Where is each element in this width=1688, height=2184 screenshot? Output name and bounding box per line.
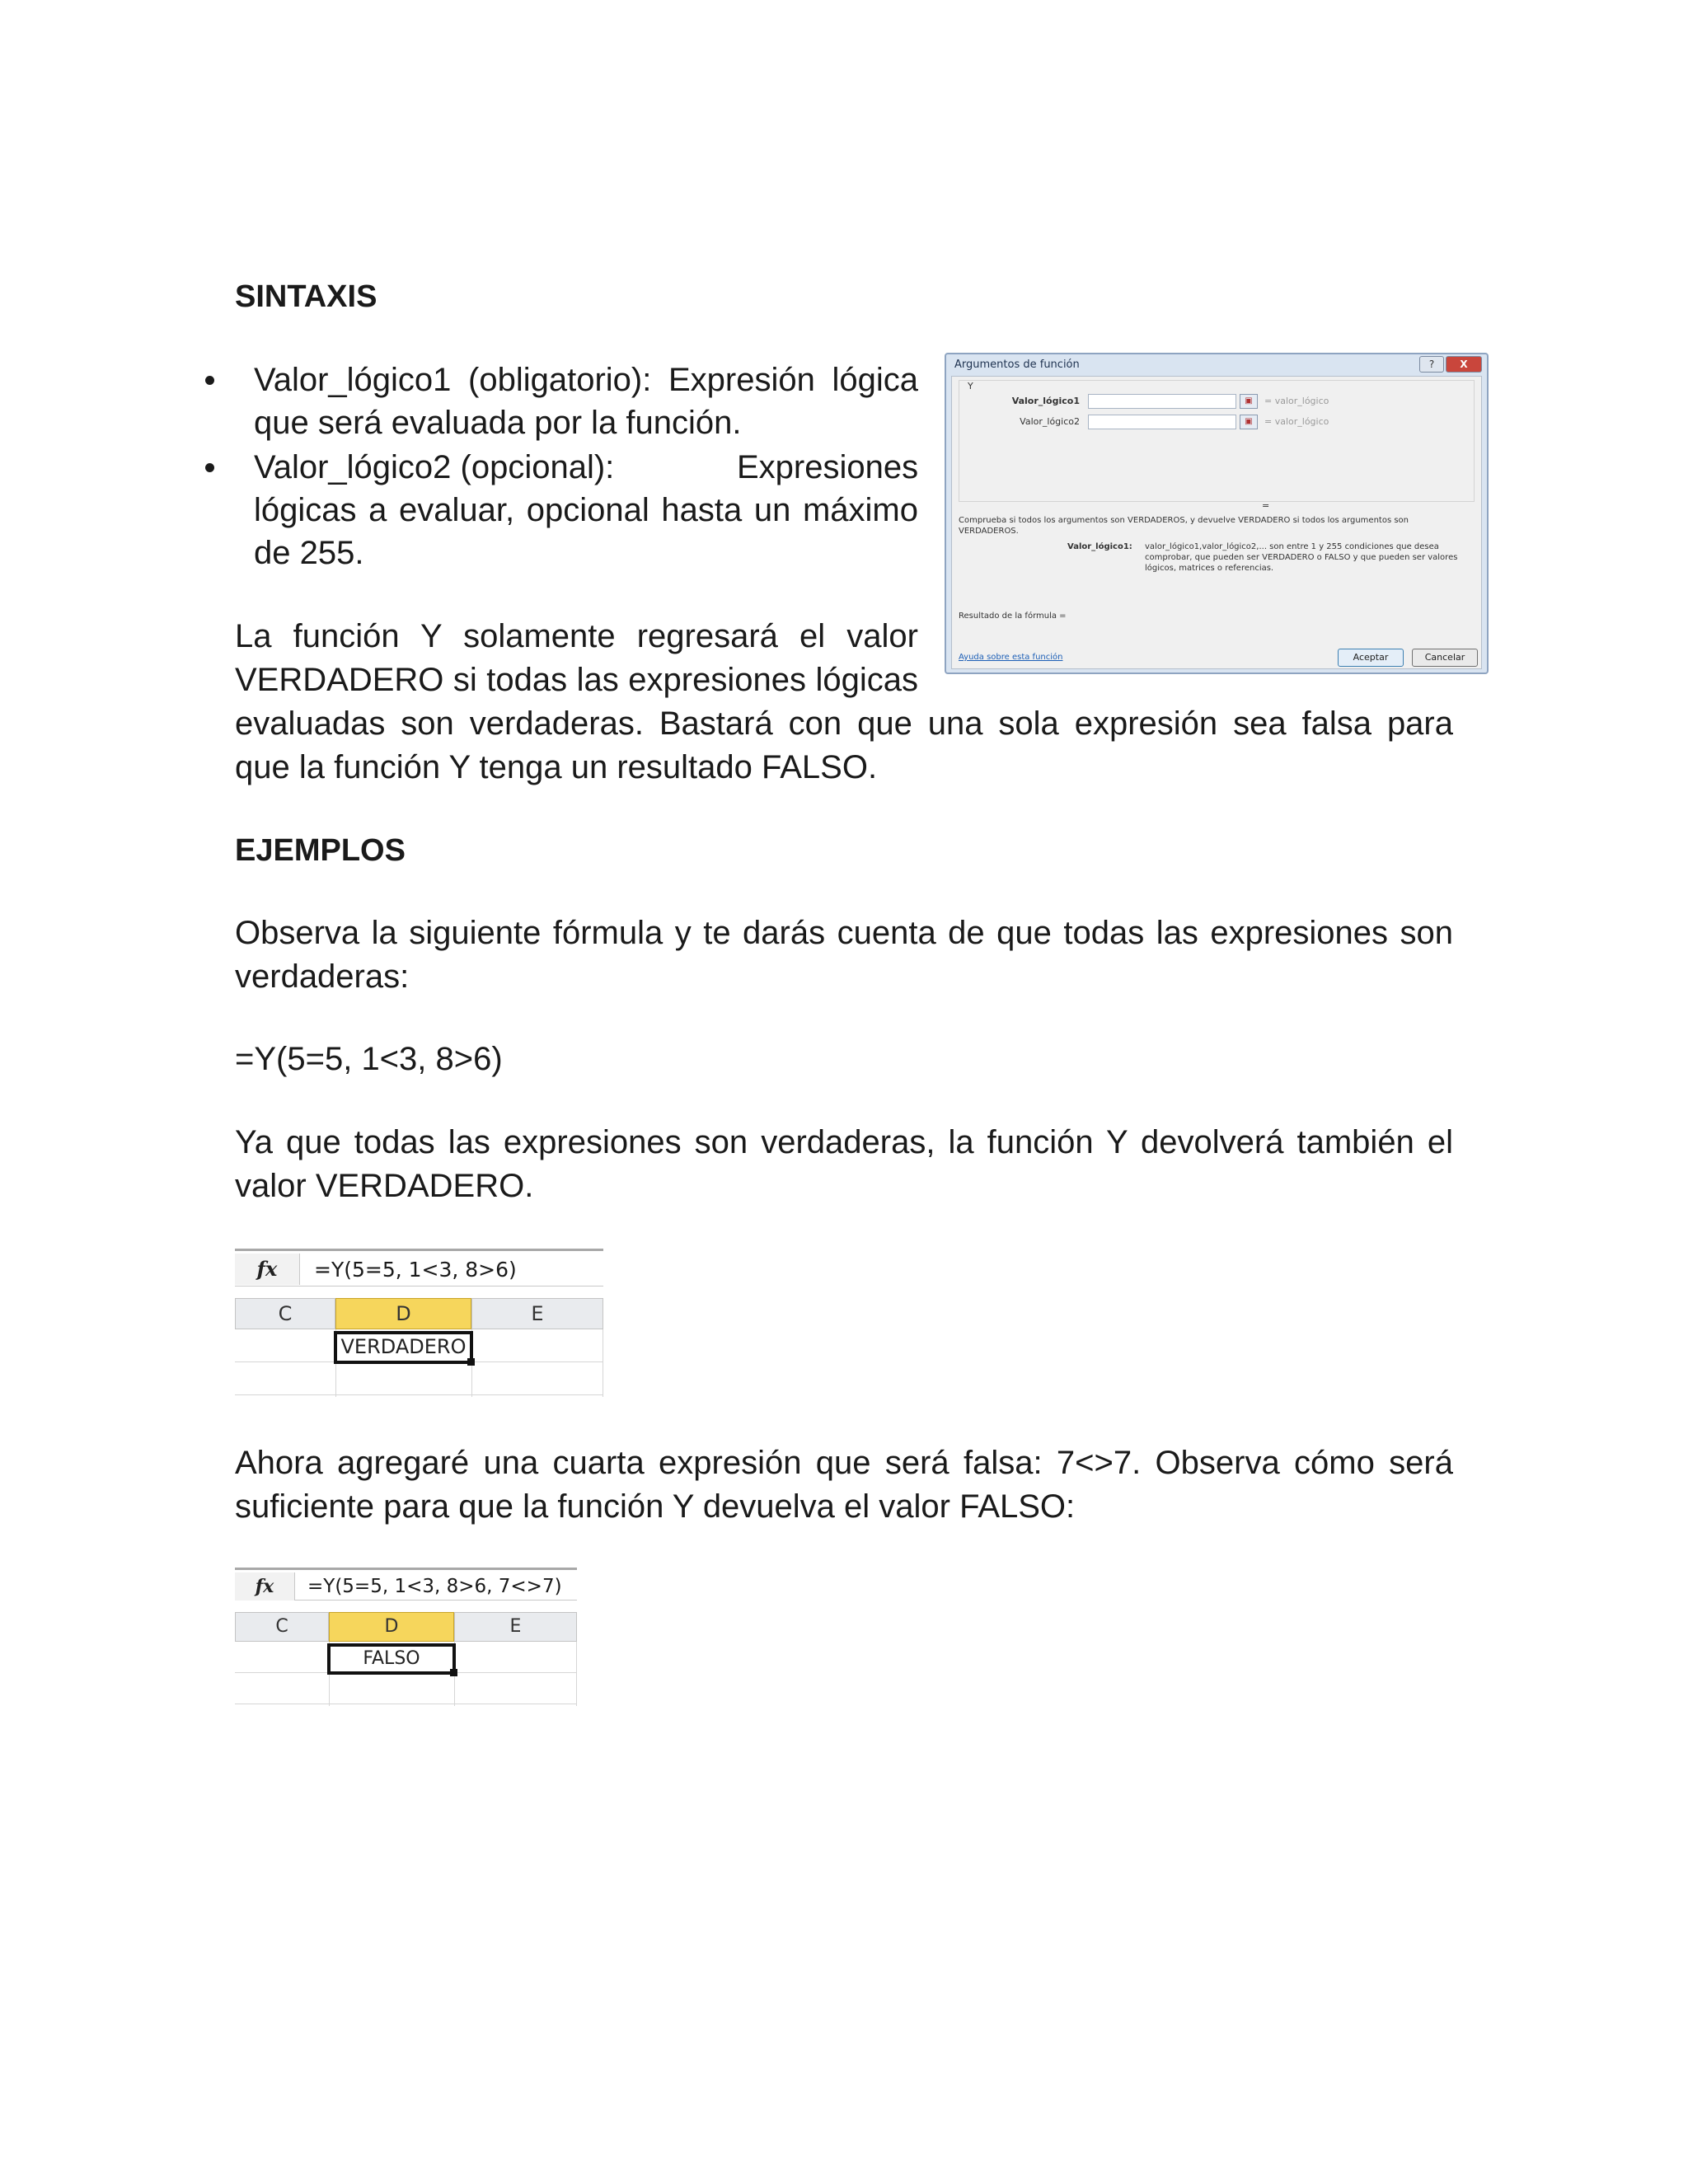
collapse-icon[interactable]: ▣ (1240, 394, 1258, 409)
fx-icon: fx (235, 1572, 295, 1601)
bullet1-line2: que será evaluada por la función. (254, 405, 742, 441)
function-description: Comprueba si todos los argumentos son VERDADEROS, y devuelve VERDADERO si todos los argumentos son VERDADEROS. (959, 516, 1409, 536)
arg2-label: Valor_lógico2 (1020, 416, 1080, 427)
ejemplos-p1-line2: verdaderas: (235, 958, 410, 995)
help-link[interactable]: Ayuda sobre esta función (959, 653, 1063, 662)
para-line1: La función Y solamente regresará el valor (235, 618, 918, 654)
arg2-input[interactable] (1088, 415, 1236, 429)
grid-row (235, 1362, 603, 1395)
dialog-title: Argumentos de función (954, 359, 1080, 371)
column-header-c[interactable]: C (235, 1298, 335, 1329)
para-line4: que la función Y tenga un resultado FALSO. (235, 749, 878, 785)
arg2-hint: = valor_lógico (1264, 416, 1329, 427)
formula-text[interactable]: =Y(5=5, 1<3, 8>6, 7<>7) (307, 1576, 562, 1597)
fill-handle[interactable] (450, 1669, 457, 1676)
bullet-dot (205, 376, 214, 385)
help-button[interactable]: ? (1419, 356, 1444, 373)
column-header-d[interactable]: D (335, 1298, 471, 1329)
ejemplos-p2-line1: Ya que todas las expresiones son verdaderas, la función Y devolverá también el (235, 1124, 1453, 1160)
dialog-body (951, 376, 1482, 669)
arg-description-label: Valor_lógico1: (1067, 542, 1132, 551)
arg1-label: Valor_lógico1 (1011, 396, 1080, 406)
cancel-button[interactable]: Cancelar (1412, 649, 1478, 667)
result-label: Resultado de la fórmula = (959, 612, 1067, 621)
ejemplos-p3-line2: suficiente para que la función Y devuelva el valor FALSO: (235, 1488, 1076, 1525)
spreadsheet-example-2 (235, 1568, 577, 1708)
grid-line (576, 1642, 577, 1706)
function-name: Y (968, 381, 973, 391)
sintaxis-heading: SINTAXIS (235, 279, 377, 314)
column-header-e[interactable]: E (454, 1612, 577, 1642)
grid-row (235, 1673, 577, 1704)
ejemplos-formula: =Y(5=5, 1<3, 8>6) (235, 1041, 503, 1077)
active-cell-d[interactable]: FALSO (327, 1643, 456, 1675)
fx-icon: fx (235, 1254, 300, 1285)
formula-text[interactable]: =Y(5=5, 1<3, 8>6) (314, 1258, 517, 1282)
collapse-icon[interactable]: ▣ (1240, 415, 1258, 429)
bullet2-line3: de 255. (254, 535, 364, 571)
arg1-hint: = valor_lógico (1264, 396, 1329, 406)
close-button[interactable]: X (1446, 356, 1482, 373)
para-line2: VERDADERO si todas las expresiones lógicas (235, 662, 918, 698)
fill-handle[interactable] (467, 1358, 475, 1366)
bullet2-line1-left: Valor_lógico2 (opcional): (254, 449, 615, 485)
bullet1-line1: Valor_lógico1 (obligatorio): Expresión lógica (254, 362, 918, 398)
bullet2-line1-right: Expresiones (737, 449, 919, 485)
ejemplos-p2-line2: valor VERDADERO. (235, 1168, 534, 1204)
result-equals: = (1262, 500, 1270, 511)
column-header-c[interactable]: C (235, 1612, 329, 1642)
bullet-dot (205, 463, 214, 472)
accept-button[interactable]: Aceptar (1338, 649, 1404, 667)
ejemplos-p1-line1: Observa la siguiente fórmula y te darás cuenta de que todas las expresiones son (235, 915, 1453, 951)
function-arguments-dialog (945, 353, 1489, 674)
column-header-d[interactable]: D (329, 1612, 454, 1642)
formula-bar (235, 1249, 603, 1286)
column-header-e[interactable]: E (471, 1298, 603, 1329)
arg-description-text: valor_lógico1,valor_lógico2,... son entre 1 y 255 condiciones que desea comprobar, que pueden ser VERDADERO o FALSO y que pueden ser valores lógicos, matrices o referencias. (1145, 542, 1458, 573)
formula-bar (235, 1568, 577, 1601)
spreadsheet-example-1 (235, 1249, 603, 1397)
bullet2-line2: lógicas a evaluar, opcional hasta un máximo (254, 492, 918, 528)
arg1-input[interactable] (1088, 394, 1236, 409)
ejemplos-heading: EJEMPLOS (235, 833, 406, 868)
ejemplos-p3-line1: Ahora agregaré una cuarta expresión que será falsa: 7<>7. Observa cómo será (235, 1445, 1453, 1481)
para-line3: evaluadas son verdaderas. Bastará con que una sola expresión sea falsa para (235, 705, 1453, 742)
active-cell-d[interactable]: VERDADERO (334, 1331, 473, 1364)
function-group (959, 380, 1475, 502)
